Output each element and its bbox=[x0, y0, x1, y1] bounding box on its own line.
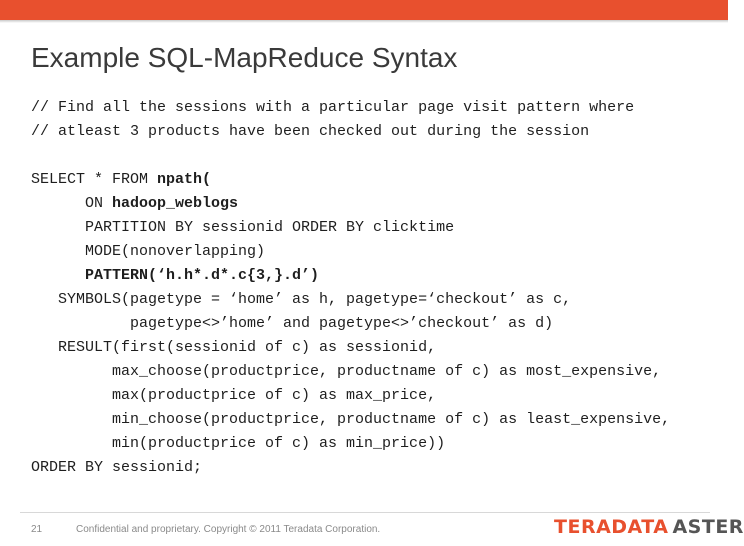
page-number: 21 bbox=[31, 524, 43, 535]
code-table-name: hadoop_weblogs bbox=[112, 195, 239, 212]
code-mode-line: MODE(nonoverlapping) bbox=[31, 243, 266, 260]
code-pattern-indent bbox=[31, 267, 85, 284]
slide-title: Example SQL-MapReduce Syntax bbox=[31, 42, 458, 73]
code-comment-line: // Find all the sessions with a particular page visit pattern where bbox=[31, 99, 635, 116]
code-blank-line bbox=[31, 144, 670, 168]
top-accent-bar bbox=[0, 0, 728, 20]
code-result-line: max(productprice of c) as max_price, bbox=[31, 387, 437, 404]
code-block bbox=[31, 96, 670, 480]
code-symbols-line: pagetype<>’home’ and pagetype<>’checkout’ as d) bbox=[31, 315, 554, 332]
code-select-line bbox=[31, 168, 670, 192]
code-on-prefix: ON bbox=[31, 195, 113, 212]
confidential-notice: Confidential and proprietary. Copyright © 2011 Teradata Corporation. bbox=[76, 524, 381, 535]
code-result-line: max_choose(productprice, productname of c) as most_expensive, bbox=[31, 363, 662, 380]
code-comment-line: // atleast 3 products have been checked out during the session bbox=[31, 123, 590, 140]
code-pattern-clause: PATTERN(‘h.h*.d*.c{3,}.d’) bbox=[85, 267, 320, 284]
code-npath-function: npath( bbox=[157, 171, 212, 188]
code-select-prefix: SELECT * FROM bbox=[31, 171, 158, 188]
code-symbols-line: SYMBOLS(pagetype = ‘home’ as h, pagetype=‘checkout’ as c, bbox=[31, 291, 572, 308]
top-bar-shadow bbox=[0, 20, 728, 23]
logo-aster-text: ASTER bbox=[672, 516, 744, 538]
code-order-line: ORDER BY sessionid; bbox=[31, 459, 203, 476]
teradata-aster-logo bbox=[554, 516, 744, 538]
code-on-line bbox=[31, 192, 670, 216]
code-result-line: min_choose(productprice, productname of c) as least_expensive, bbox=[31, 411, 671, 428]
footer-divider bbox=[20, 512, 710, 513]
code-pattern-line bbox=[31, 264, 670, 288]
code-partition-line: PARTITION BY sessionid ORDER BY clicktime bbox=[31, 219, 455, 236]
code-result-line: min(productprice of c) as min_price)) bbox=[31, 435, 446, 452]
logo-teradata-text: TERADATA bbox=[554, 516, 669, 538]
code-result-line: RESULT(first(sessionid of c) as sessionid, bbox=[31, 339, 437, 356]
